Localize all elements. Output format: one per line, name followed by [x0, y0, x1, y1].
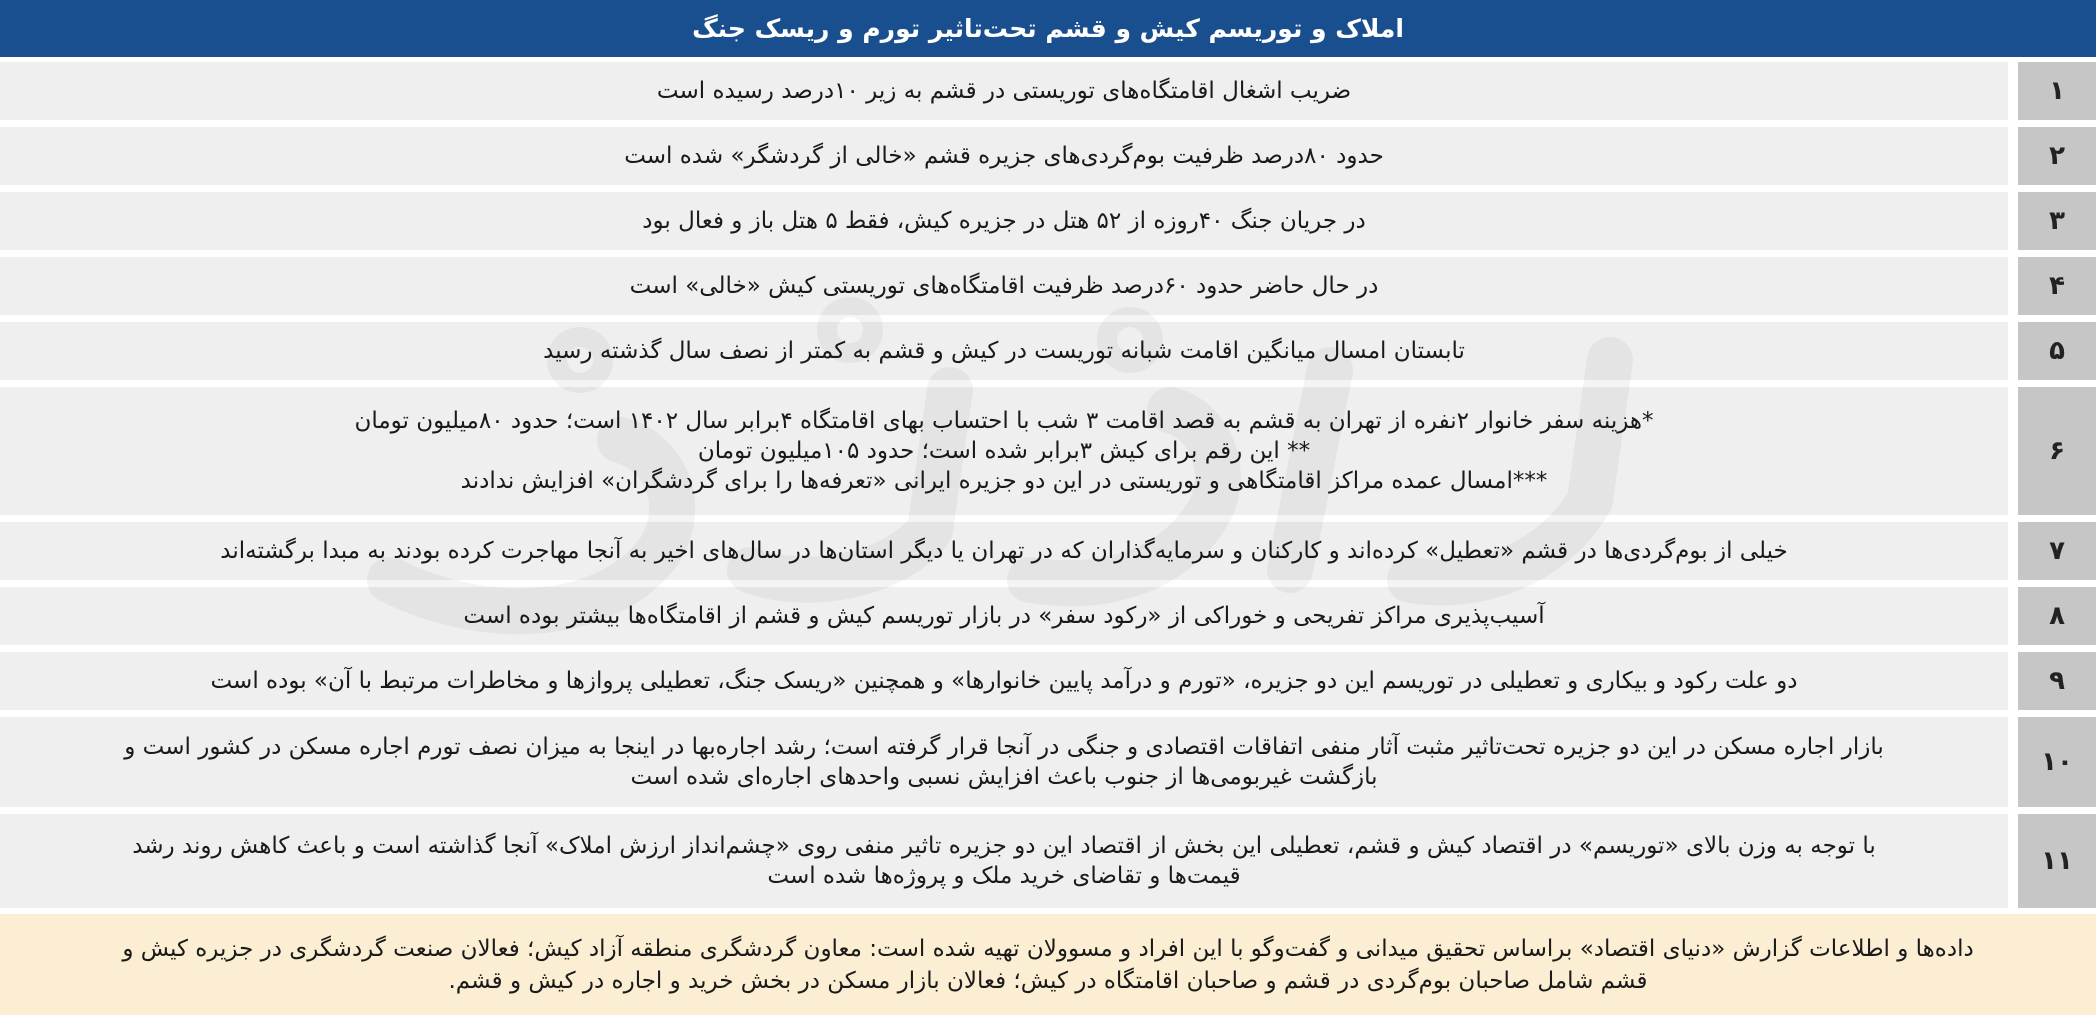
row-number: ۴: [2018, 257, 2096, 315]
table-row: [0, 652, 2096, 710]
row-text: *هزینه سفر خانوار ۲نفره از تهران به قشم به قصد اقامت ۳ شب با احتساب بهای اقامتگاه ۴برابر سال ۱۴۰۲ است؛ حدود ۸۰میلیون تومان ** این رقم برای کیش ۳برابر شده است؛ حدود ۱۰۵میلیون تومان ***امسال عمده مراکز اقامتگاهی و توریستی در این دو جزیره ایرانی «تعرفه‌ها را برای گردشگران» افزایش ندادند: [0, 387, 2008, 515]
row-number: ۸: [2018, 587, 2096, 645]
row-text: خیلی از بوم‌گردی‌ها در قشم «تعطیل» کرده‌اند و کارکنان و سرمایه‌گذاران که در تهران یا دیگر استان‌ها در سال‌های اخیر به آنجا مهاجرت کرده بودند به مبدا برگشته‌اند: [0, 522, 2008, 580]
row-text: تابستان امسال میانگین اقامت شبانه توریست در کیش و قشم به کمتر از نصف سال گذشته رسید: [0, 322, 2008, 380]
table-row: [0, 587, 2096, 645]
table-row: [0, 522, 2096, 580]
table-row: [0, 322, 2096, 380]
row-number: ۲: [2018, 127, 2096, 185]
row-number: ۹: [2018, 652, 2096, 710]
source-note-line: قشم شامل صاحبان بوم‌گردی در قشم و صاحبان اقامتگاه در کیش؛ فعالان بازار مسکن در بخش خرید و اجاره در کیش و قشم.: [448, 967, 1648, 994]
source-note-line: داده‌ها و اطلاعات گزارش «دنیای اقتصاد» براساس تحقیق میدانی و گفت‌وگو با این افراد و مسوولان تهیه شده است: معاون گردشگری منطقه آزاد کیش؛ فعالان صنعت گردشگری در جزیره کیش و: [122, 935, 1974, 962]
row-text: بازار اجاره مسکن در این دو جزیره تحت‌تاثیر مثبت آثار منفی اتفاقات اقتصادی و جنگی در آنجا قرار گرفته است؛ رشد اجاره‌بها در اینجا به میزان نصف تورم اجاره مسکن در کشور است و بازگشت غیربومی‌ها از جنوب باعث افزایش نسبی واحدهای اجاره‌ای شده است: [0, 717, 2008, 807]
table-row: [0, 387, 2096, 515]
row-number: ۱: [2018, 62, 2096, 120]
row-number: ۵: [2018, 322, 2096, 380]
table-row: [0, 257, 2096, 315]
row-number: ۳: [2018, 192, 2096, 250]
row-text: در حال حاضر حدود ۶۰درصد ظرفیت اقامتگاه‌های توریستی کیش «خالی» است: [0, 257, 2008, 315]
table-row: [0, 717, 2096, 807]
row-text: دو علت رکود و بیکاری و تعطیلی در توریسم این دو جزیره، «تورم و درآمد پایین خانوارها» و همچنین «ریسک جنگ، تعطیلی پروازها و مخاطرات مرتبط با آن» بوده است: [0, 652, 2008, 710]
row-text: حدود ۸۰درصد ظرفیت بوم‌گردی‌های جزیره قشم «خالی از گردشگر» شده است: [0, 127, 2008, 185]
row-text: با توجه به وزن بالای «توریسم» در اقتصاد کیش و قشم، تعطیلی این بخش از اقتصاد این دو جزیره تاثیر منفی روی «چشم‌انداز ارزش املاک» آنجا گذاشته است و باعث کاهش روند رشد قیمت‌ها و تقاضای خرید ملک و پروژه‌ها شده است: [0, 814, 2008, 908]
table-title: املاک و توریسم کیش و قشم تحت‌تاثیر تورم و ریسک جنگ: [0, 0, 2096, 57]
table-row: [0, 814, 2096, 908]
table-row: [0, 62, 2096, 120]
table-row: [0, 192, 2096, 250]
row-text: در جریان جنگ ۴۰روزه از ۵۲ هتل در جزیره کیش، فقط ۵ هتل باز و فعال بود: [0, 192, 2008, 250]
source-note: [0, 914, 2096, 1015]
row-text: آسیب‌پذیری مراکز تفریحی و خوراکی از «رکود سفر» در بازار توریسم کیش و قشم از اقامتگاه‌ها بیشتر بوده است: [0, 587, 2008, 645]
row-text: ضریب اشغال اقامتگاه‌های توریستی در قشم به زیر ۱۰درصد رسیده است: [0, 62, 2008, 120]
row-number: ۱۱: [2018, 814, 2096, 908]
row-number: ۱۰: [2018, 717, 2096, 807]
row-number: ۶: [2018, 387, 2096, 515]
row-number: ۷: [2018, 522, 2096, 580]
table-row: [0, 127, 2096, 185]
